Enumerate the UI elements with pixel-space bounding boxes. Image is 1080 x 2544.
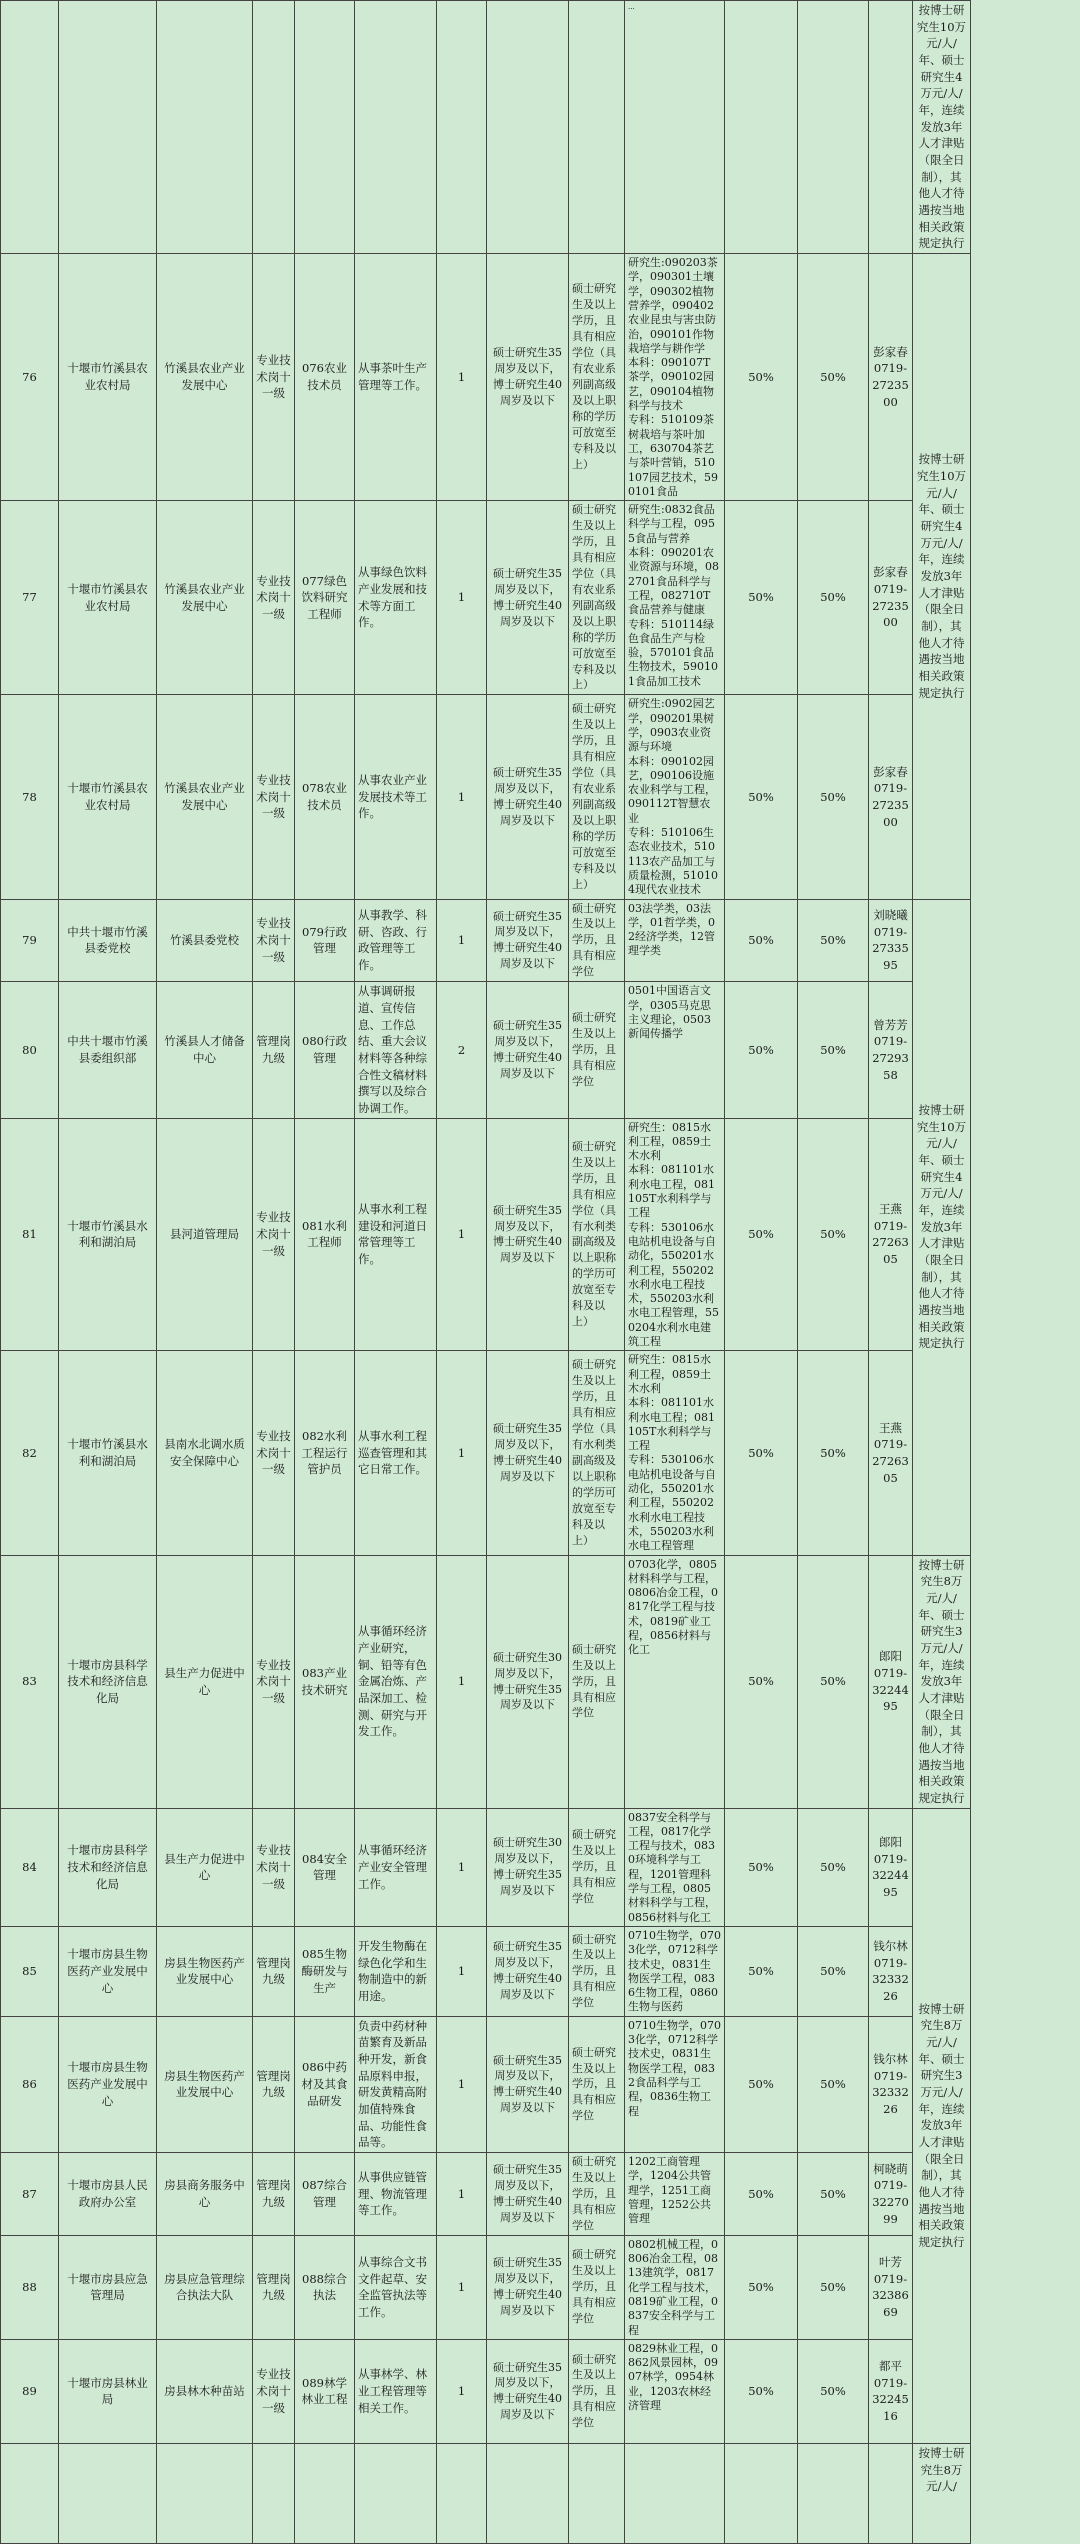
contact: 彭家春 0719-2723500	[869, 254, 913, 501]
department: 十堰市房县林业局	[59, 2339, 157, 2443]
ratio-written: 50%	[725, 899, 798, 982]
education: 硕士研究生及以上学历，且具有相应学位	[569, 2016, 625, 2152]
major: 0710生物学，0703化学，0712科学技术史，0831生物医学工程，0836生物工程，0860生物与医药	[625, 1926, 725, 2016]
ratio-interview: 50%	[798, 2339, 869, 2443]
empty-cell	[295, 2443, 355, 2543]
empty-cell	[625, 2443, 725, 2543]
row-number: 79	[1, 899, 59, 982]
empty-cell	[295, 1, 355, 254]
ratio-written: 50%	[725, 1118, 798, 1351]
ratio-written: 50%	[725, 501, 798, 695]
empty-cell	[869, 2443, 913, 2543]
major: 0829林业工程，0862风景园林，0907林学，0954林业，1203农林经济管理	[625, 2339, 725, 2443]
duty: 从事综合文书文件起草、安全监管执法等工作。	[355, 2235, 437, 2339]
duty: 从事循环经济产业研究，铜、铅等有色金属冶炼、产品深加工、检测、研究与开发工作。	[355, 1555, 437, 1808]
duty: 从事教学、科研、咨政、行政管理等工作。	[355, 899, 437, 982]
empty-cell	[355, 1, 437, 254]
age-limit: 硕士研究生35周岁及以下，博士研究生40周岁及以下	[487, 2153, 569, 2236]
empty-cell	[253, 1, 295, 254]
empty-cell	[569, 2443, 625, 2543]
headcount: 1	[437, 1351, 487, 1555]
ratio-written: 50%	[725, 2235, 798, 2339]
education: 硕士研究生及以上学历，且具有相应学位（具有农业系列副高级及以上职称的学历可放宽至专科及以上）	[569, 695, 625, 899]
talent-policy: 按博士研究生10万元/人/年、硕士研究生4万元/人/年，连续发放3年人才津贴（限全日制），其他人才待遇按当地相关政策规定执行	[913, 254, 971, 899]
education: 硕士研究生及以上学历，且具有相应学位（具有农业系列副高级及以上职称的学历可放宽至专科及以上）	[569, 254, 625, 501]
department: 十堰市房县科学技术和经济信息化局	[59, 1808, 157, 1926]
education: 硕士研究生及以上学历，且具有相应学位（具有农业系列副高级及以上职称的学历可放宽至专科及以上）	[569, 501, 625, 695]
row-number: 83	[1, 1555, 59, 1808]
row-number: 85	[1, 1926, 59, 2016]
contact: 柯晓萌 0719-3227099	[869, 2153, 913, 2236]
employer: 房县生物医药产业发展中心	[157, 1926, 253, 2016]
ratio-written: 50%	[725, 2153, 798, 2236]
post-code-name: 080行政管理	[295, 982, 355, 1118]
empty-cell	[437, 2443, 487, 2543]
talent-policy: 按博士研究生10万元/人/年、硕士研究生4万元/人/年，连续发放3年人才津贴（限全日制），其他人才待遇按当地相关政策规定执行	[913, 1, 971, 254]
empty-cell: ...	[625, 1, 725, 254]
age-limit: 硕士研究生35周岁及以下，博士研究生40周岁及以下	[487, 2016, 569, 2152]
age-limit: 硕士研究生35周岁及以下，博士研究生40周岁及以下	[487, 1926, 569, 2016]
ratio-interview: 50%	[798, 1926, 869, 2016]
post-code-name: 087综合管理	[295, 2153, 355, 2236]
empty-cell	[487, 2443, 569, 2543]
department: 十堰市房县人民政府办公室	[59, 2153, 157, 2236]
contact: 郎阳 0719-3224495	[869, 1808, 913, 1926]
row-number: 80	[1, 982, 59, 1118]
employer: 县生产力促进中心	[157, 1555, 253, 1808]
empty-cell	[798, 2443, 869, 2543]
education: 硕士研究生及以上学历，且具有相应学位	[569, 1555, 625, 1808]
employer: 竹溪县人才储备中心	[157, 982, 253, 1118]
employer: 房县林木种苗站	[157, 2339, 253, 2443]
age-limit: 硕士研究生35周岁及以下，博士研究生40周岁及以下	[487, 1118, 569, 1351]
age-limit: 硕士研究生35周岁及以下，博士研究生40周岁及以下	[487, 695, 569, 899]
row-number: 88	[1, 2235, 59, 2339]
row-number: 89	[1, 2339, 59, 2443]
ratio-written: 50%	[725, 1808, 798, 1926]
department: 十堰市房县生物医药产业发展中心	[59, 2016, 157, 2152]
row-number: 76	[1, 254, 59, 501]
headcount: 2	[437, 982, 487, 1118]
empty-cell	[487, 1, 569, 254]
post-level: 专业技术岗十一级	[253, 501, 295, 695]
post-level: 管理岗九级	[253, 2153, 295, 2236]
empty-cell	[1, 1, 59, 254]
contact: 彭家春 0719-2723500	[869, 501, 913, 695]
empty-cell	[725, 2443, 798, 2543]
post-code-name: 085生物酶研发与生产	[295, 1926, 355, 2016]
headcount: 1	[437, 1926, 487, 2016]
headcount: 1	[437, 2235, 487, 2339]
headcount: 1	[437, 695, 487, 899]
major: 0802机械工程，0806冶金工程，0813建筑学，0817化学工程与技术，0819矿业工程，0837安全科学与工程	[625, 2235, 725, 2339]
ratio-interview: 50%	[798, 1351, 869, 1555]
contact: 钱尔林 0719-3233226	[869, 1926, 913, 2016]
ratio-written: 50%	[725, 1926, 798, 2016]
duty: 从事林学、林业工程管理等相关工作。	[355, 2339, 437, 2443]
department: 十堰市房县生物医药产业发展中心	[59, 1926, 157, 2016]
major: 0501中国语言文学，0305马克思主义理论，0503新闻传播学	[625, 982, 725, 1118]
employer: 竹溪县委党校	[157, 899, 253, 982]
post-level: 专业技术岗十一级	[253, 899, 295, 982]
empty-cell	[798, 1, 869, 254]
duty: 负责中药材种苗繁育及新品种开发，新食品原料申报，研发黄精高附加值特殊食品、功能性食品等。	[355, 2016, 437, 2152]
table-row	[1, 1555, 1080, 1808]
top-fragment-row	[1, 1, 1080, 254]
major: 0837安全科学与工程，0817化学工程与技术，0830环境科学与工程，1201管理科学与工程，0805材料科学与工程，0856材料与化工	[625, 1808, 725, 1926]
row-number: 86	[1, 2016, 59, 2152]
table-row	[1, 899, 1080, 982]
employer: 县河道管理局	[157, 1118, 253, 1351]
post-code-name: 082水利工程运行管护员	[295, 1351, 355, 1555]
duty: 从事水利工程巡查管理和其它日常工作。	[355, 1351, 437, 1555]
headcount: 1	[437, 2016, 487, 2152]
major: 研究生：0815水利工程，0859土木水利 本科：081101水利水电工程，081105T水利科学与工程 专科：530106水电站机电设备与自动化，550201水利工程，550202水利水电工程技术，550203水利水电工程管理，550204水利水电建筑工程	[625, 1118, 725, 1351]
post-level: 管理岗九级	[253, 2016, 295, 2152]
post-level: 专业技术岗十一级	[253, 1351, 295, 1555]
ratio-interview: 50%	[798, 501, 869, 695]
major: 0703化学，0805材料科学与工程，0806冶金工程，0817化学工程与技术，0819矿业工程，0856材料与化工	[625, 1555, 725, 1808]
empty-cell	[355, 2443, 437, 2543]
employer: 竹溪县农业产业发展中心	[157, 254, 253, 501]
major: 研究生：0815水利工程，0859土木水利 本科：081101水利水电工程；081105T水利科学与工程 专科：530106水电站机电设备与自动化，550201水利工程，550202水利水电工程技术，550203水利水电工程管理	[625, 1351, 725, 1555]
ratio-interview: 50%	[798, 2153, 869, 2236]
contact: 刘晓曦 0719-2733595	[869, 899, 913, 982]
post-code-name: 077绿色饮料研究工程师	[295, 501, 355, 695]
talent-policy: 按博士研究生8万元/人/	[913, 2443, 971, 2543]
duty: 从事供应链管理、物流管理等工作。	[355, 2153, 437, 2236]
department: 十堰市房县科学技术和经济信息化局	[59, 1555, 157, 1808]
department: 中共十堰市竹溪县委组织部	[59, 982, 157, 1118]
department: 十堰市竹溪县水利和湖泊局	[59, 1351, 157, 1555]
department: 十堰市竹溪县水利和湖泊局	[59, 1118, 157, 1351]
employer: 竹溪县农业产业发展中心	[157, 695, 253, 899]
headcount: 1	[437, 501, 487, 695]
employer: 县生产力促进中心	[157, 1808, 253, 1926]
ratio-written: 50%	[725, 254, 798, 501]
ratio-written: 50%	[725, 695, 798, 899]
major: 03法学类，03法学，01哲学类，02经济学类，12管理学类	[625, 899, 725, 982]
department: 十堰市竹溪县农业农村局	[59, 501, 157, 695]
post-code-name: 089林学林业工程	[295, 2339, 355, 2443]
major: 研究生:090203茶学，090301土壤学，090302植物营养学，090402农业昆虫与害虫防治，090101作物栽培学与耕作学 本科：090107T茶学，090102园艺，090104植物科学与技术 专科：510109茶树栽培与茶叶加工，630704茶艺与茶叶营销，510107园艺技术，590101食品	[625, 254, 725, 501]
duty: 从事绿色饮料产业发展和技术等方面工作。	[355, 501, 437, 695]
contact: 王燕 0719-2726305	[869, 1118, 913, 1351]
post-code-name: 084安全管理	[295, 1808, 355, 1926]
empty-cell	[1, 2443, 59, 2543]
talent-policy: 按博士研究生10万元/人/年、硕士研究生4万元/人/年，连续发放3年人才津贴（限全日制），其他人才待遇按当地相关政策规定执行	[913, 899, 971, 1555]
education: 硕士研究生及以上学历，且具有相应学位	[569, 2153, 625, 2236]
age-limit: 硕士研究生35周岁及以下，博士研究生40周岁及以下	[487, 982, 569, 1118]
post-level: 专业技术岗十一级	[253, 1555, 295, 1808]
major: 研究生:0832食品科学与工程，0955食品与营养 本科：090201农业资源与环境，082701食品科学与工程，082710T食品营养与健康 专科：510114绿色食品生产与检验，570101食品生物技术，590101食品加工技术	[625, 501, 725, 695]
education: 硕士研究生及以上学历，且具有相应学位	[569, 1926, 625, 2016]
employer: 房县商务服务中心	[157, 2153, 253, 2236]
ratio-interview: 50%	[798, 2016, 869, 2152]
post-code-name: 086中药材及其食品研发	[295, 2016, 355, 2152]
education: 硕士研究生及以上学历，且具有相应学位	[569, 2339, 625, 2443]
age-limit: 硕士研究生35周岁及以下，博士研究生40周岁及以下	[487, 1351, 569, 1555]
headcount: 1	[437, 899, 487, 982]
ratio-interview: 50%	[798, 899, 869, 982]
ratio-interview: 50%	[798, 254, 869, 501]
row-number: 77	[1, 501, 59, 695]
education: 硕士研究生及以上学历，且具有相应学位	[569, 2235, 625, 2339]
ratio-written: 50%	[725, 2339, 798, 2443]
row-number: 87	[1, 2153, 59, 2236]
talent-policy: 按博士研究生8万元/人/年、硕士研究生3万元/人/年，连续发放3年人才津贴（限全日制），其他人才待遇按当地相关政策规定执行	[913, 1808, 971, 2443]
row-number: 81	[1, 1118, 59, 1351]
major: 1202工商管理学，1204公共管理学，1251工商管理，1252公共管理	[625, 2153, 725, 2236]
ratio-interview: 50%	[798, 2235, 869, 2339]
empty-cell	[725, 1, 798, 254]
empty-cell	[253, 2443, 295, 2543]
duty: 开发生物酶在绿色化学和生物制造中的新用途。	[355, 1926, 437, 2016]
empty-cell	[59, 2443, 157, 2543]
row-number: 82	[1, 1351, 59, 1555]
age-limit: 硕士研究生35周岁及以下，博士研究生40周岁及以下	[487, 2235, 569, 2339]
ratio-written: 50%	[725, 1351, 798, 1555]
major: 0710生物学，0703化学，0712科学技术史，0831生物医学工程，0832食品科学与工程，0836生物工程	[625, 2016, 725, 2152]
duty: 从事茶叶生产管理等工作。	[355, 254, 437, 501]
post-level: 管理岗九级	[253, 1926, 295, 2016]
headcount: 1	[437, 2339, 487, 2443]
ratio-interview: 50%	[798, 695, 869, 899]
duty: 从事循环经济产业安全管理工作。	[355, 1808, 437, 1926]
post-level: 专业技术岗十一级	[253, 254, 295, 501]
ratio-written: 50%	[725, 1555, 798, 1808]
ratio-written: 50%	[725, 2016, 798, 2152]
department: 十堰市竹溪县农业农村局	[59, 695, 157, 899]
table-row	[1, 1808, 1080, 1926]
employer: 房县应急管理综合执法大队	[157, 2235, 253, 2339]
contact: 钱尔林 0719-3233226	[869, 2016, 913, 2152]
ratio-interview: 50%	[798, 1118, 869, 1351]
duty: 从事水利工程建设和河道日常管理等工作。	[355, 1118, 437, 1351]
talent-policy: 按博士研究生8万元/人/年、硕士研究生3万元/人/年，连续发放3年人才津贴（限全日制），其他人才待遇按当地相关政策规定执行	[913, 1555, 971, 1808]
ratio-written: 50%	[725, 982, 798, 1118]
major: 研究生:0902园艺学，090201果树学，0903农业资源与环境 本科：090102园艺，090106设施农业科学与工程，090112T智慧农业 专科：510106生态农业技术，510113农产品加工与质量检测，510104现代农业技术	[625, 695, 725, 899]
empty-cell	[157, 1, 253, 254]
contact: 都平 0719-3224516	[869, 2339, 913, 2443]
bottom-fragment-row	[1, 2443, 1080, 2543]
post-level: 专业技术岗十一级	[253, 695, 295, 899]
table-row	[1, 254, 1080, 501]
post-code-name: 088综合执法	[295, 2235, 355, 2339]
employer: 竹溪县农业产业发展中心	[157, 501, 253, 695]
age-limit: 硕士研究生30周岁及以下，博士研究生35周岁及以下	[487, 1808, 569, 1926]
contact: 叶芳 0719-3238669	[869, 2235, 913, 2339]
post-code-name: 079行政管理	[295, 899, 355, 982]
headcount: 1	[437, 254, 487, 501]
row-number: 78	[1, 695, 59, 899]
contact: 郎阳 0719-3224495	[869, 1555, 913, 1808]
education: 硕士研究生及以上学历，且具有相应学位（具有水利类副高级及以上职称的学历可放宽至专科及以上）	[569, 1351, 625, 1555]
post-level: 专业技术岗十一级	[253, 1808, 295, 1926]
department: 十堰市房县应急管理局	[59, 2235, 157, 2339]
duty: 从事调研报道、宣传信息、工作总结、重大会议材料等各种综合性文稿材料撰写以及综合协调工作。	[355, 982, 437, 1118]
headcount: 1	[437, 1118, 487, 1351]
age-limit: 硕士研究生35周岁及以下，博士研究生40周岁及以下	[487, 254, 569, 501]
post-level: 专业技术岗十一级	[253, 1118, 295, 1351]
education: 硕士研究生及以上学历，且具有相应学位	[569, 982, 625, 1118]
ratio-interview: 50%	[798, 1555, 869, 1808]
department: 十堰市竹溪县农业农村局	[59, 254, 157, 501]
post-level: 专业技术岗十一级	[253, 2339, 295, 2443]
education: 硕士研究生及以上学历，且具有相应学位（具有水利类副高级及以上职称的学历可放宽至专科及以上）	[569, 1118, 625, 1351]
ratio-interview: 50%	[798, 1808, 869, 1926]
employer: 房县生物医药产业发展中心	[157, 2016, 253, 2152]
empty-cell	[869, 1, 913, 254]
post-code-name: 076农业技术员	[295, 254, 355, 501]
post-code-name: 083产业技术研究	[295, 1555, 355, 1808]
empty-cell	[157, 2443, 253, 2543]
post-code-name: 078农业技术员	[295, 695, 355, 899]
ratio-interview: 50%	[798, 982, 869, 1118]
age-limit: 硕士研究生35周岁及以下，博士研究生40周岁及以下	[487, 501, 569, 695]
row-number: 84	[1, 1808, 59, 1926]
education: 硕士研究生及以上学历，且具有相应学位	[569, 1808, 625, 1926]
post-level: 管理岗九级	[253, 982, 295, 1118]
post-code-name: 081水利工程师	[295, 1118, 355, 1351]
age-limit: 硕士研究生30周岁及以下，博士研究生35周岁及以下	[487, 1555, 569, 1808]
contact: 曾芳芳 0719-2729358	[869, 982, 913, 1118]
department: 中共十堰市竹溪县委党校	[59, 899, 157, 982]
age-limit: 硕士研究生35周岁及以下，博士研究生40周岁及以下	[487, 899, 569, 982]
headcount: 1	[437, 1808, 487, 1926]
age-limit: 硕士研究生35周岁及以下，博士研究生40周岁及以下	[487, 2339, 569, 2443]
duty: 从事农业产业发展技术等工作。	[355, 695, 437, 899]
empty-cell	[569, 1, 625, 254]
headcount: 1	[437, 2153, 487, 2236]
contact: 王燕 0719-2726305	[869, 1351, 913, 1555]
employer: 县南水北调水质安全保障中心	[157, 1351, 253, 1555]
headcount: 1	[437, 1555, 487, 1808]
empty-cell	[437, 1, 487, 254]
empty-cell	[59, 1, 157, 254]
education: 硕士研究生及以上学历，且具有相应学位	[569, 899, 625, 982]
post-level: 管理岗九级	[253, 2235, 295, 2339]
contact: 彭家春 0719-2723500	[869, 695, 913, 899]
